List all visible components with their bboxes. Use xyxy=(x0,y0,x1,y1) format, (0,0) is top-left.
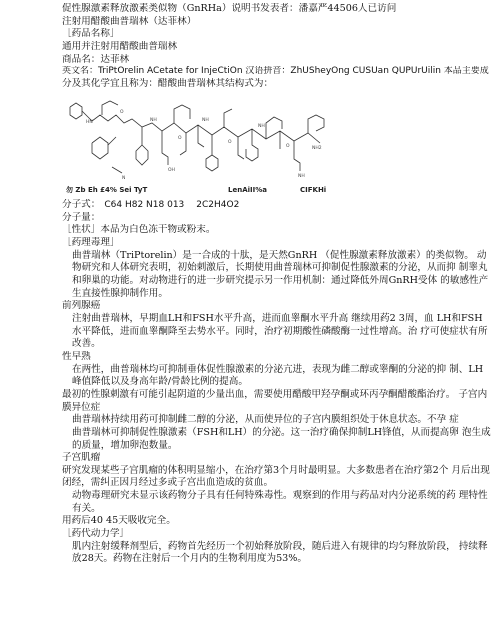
paragraph: 肌内注射缓释剂型后，药物首先经历一个初始释放阶段，随后进入有规律的均匀释放阶段， 持续释放28天。药物在注射后一个月内的生物利用度为53%。 xyxy=(72,540,488,565)
paragraph: 曲普瑞林持续用药可抑制雌二醇的分泌，从而使异位的子宫内膜组织处于休息状态。不孕 症 xyxy=(72,414,459,426)
svg-text:NH: NH xyxy=(258,123,265,129)
structure-drawing xyxy=(62,93,332,199)
generic-name: 通用并注射用醋酸曲普瑞林 xyxy=(62,40,178,52)
molecular-formula xyxy=(62,199,492,212)
svg-text:NH: NH xyxy=(298,173,305,179)
formula-value-1: C64 H82 N18 013 xyxy=(104,199,185,210)
structure-label-right: CIFKHi xyxy=(300,185,327,194)
svg-text:O: O xyxy=(120,109,124,115)
trade-name: 商品名：达菲林 xyxy=(62,53,130,65)
paragraph: 最初的性腺刺激有可能引起阴道的少量出血，需要使用醋酸甲羟孕酮或环丙孕酮醋酸酯治疗。 子宫内膜异位症 xyxy=(62,388,488,413)
svg-text:O: O xyxy=(286,143,290,149)
structure-label-mid: LenAiII%a xyxy=(228,185,267,194)
english-name: 英文名：TriPtOrelin ACetate for InjeCtiOn 汉语拼音：ZhUSheyOng CUSUan QUPUrUilin 本品主要成 xyxy=(62,66,489,77)
subheading-prostate-cancer: 前列腺癌 xyxy=(62,300,101,312)
subheading-precocious-puberty: 性早熟 xyxy=(62,350,91,362)
paragraph: 曲普瑞林可抑制促性腺激素（FSH和LH）的分泌。这一治疗确保抑制LH锋值，从而提高卵 泡生成的质量，增加卵泡数量。 xyxy=(72,426,491,451)
molecular-weight: 分子量： xyxy=(62,211,101,223)
svg-text:NH: NH xyxy=(150,117,157,123)
svg-text:HN: HN xyxy=(86,119,93,125)
section-drug-name: ［药品名称］ xyxy=(62,28,120,40)
paragraph: 在两性，曲普瑞林均可抑制垂体促性腺激素的分泌亢进，表现为雌二醇或睾酮的分泌的抑 制、LH峰值降低以及身高年龄/骨龄比例的提高。 xyxy=(72,363,484,388)
formula-label: 分子式： xyxy=(62,198,101,210)
paragraph: 注射曲普瑞林，早期血LH和FSH水平升高，进而血睾酮水平升高 继续用药2 3周，血 LH和FSH水平降低，进而血睾酮降至去势水平。同时，治疗初期酸性磷酸酶一过性增高。治 疗可使症状有所改善。 xyxy=(72,312,488,350)
paragraph: 用药后40 45天吸收完全。 xyxy=(62,515,176,527)
subheading-uterine-fibroids: 子宫肌瘤 xyxy=(62,452,101,464)
svg-text:N: N xyxy=(122,175,126,181)
svg-text:O: O xyxy=(228,139,232,145)
paragraph: 研究发现某些子宫肌瘤的体积明显缩小，在治疗第3个月时最明显。大多数患者在治疗第2个 月后出现闭经，需纠正因月经过多或子宫出血造成的贫血。 xyxy=(62,464,490,489)
svg-text:NH: NH xyxy=(202,117,209,123)
svg-text:O: O xyxy=(178,135,182,141)
section-pharmacology: ［药理毒理］ xyxy=(62,237,120,248)
structure-label-left: 勿 Zb Eh £4% Sei TyT xyxy=(66,185,148,194)
formula-value-2: 2C2H4O2 xyxy=(196,199,240,210)
paragraph: 曲普瑞林（TriPtorelin）是一合成的十肽，是天然GnRH （促性腺激素释放激素）的类似物。 动物研究和人体研究表明，初始刺激后，长期使用曲普瑞林可抑制促性腺激素的分泌，从而抑 制睾丸和卵巢的功能。对动物进行的进一步研究提示另一作用机制：通过降低外周GnRH受体 的敏感性产生直接性腺抑制作用。 xyxy=(72,249,489,299)
svg-text:OH: OH xyxy=(168,167,175,173)
chemical-name-intro: 分及其化学宜且称为：醋酸曲普瑞林其结构式为： xyxy=(62,78,274,90)
svg-text:NH2: NH2 xyxy=(312,145,322,151)
header-line: 促性腺激素释放激素类似物（GnRHa）说明书发表者：潘嘉严44506人已访问 xyxy=(62,3,397,14)
paragraph: 动物毒理研究未显示该药物分子具有任何特殊毒性。观察到的作用与药品对内分泌系统的药 理特性有关。 xyxy=(72,490,488,514)
drug-title: 注射用醋酸曲普瑞林（达菲林） xyxy=(62,15,197,27)
section-pharmacokinetics: ［药代动力学］ xyxy=(62,528,130,540)
section-properties: ［性状］本品为白色冻干物或粉末。 xyxy=(62,224,216,236)
structural-formula xyxy=(62,93,492,199)
